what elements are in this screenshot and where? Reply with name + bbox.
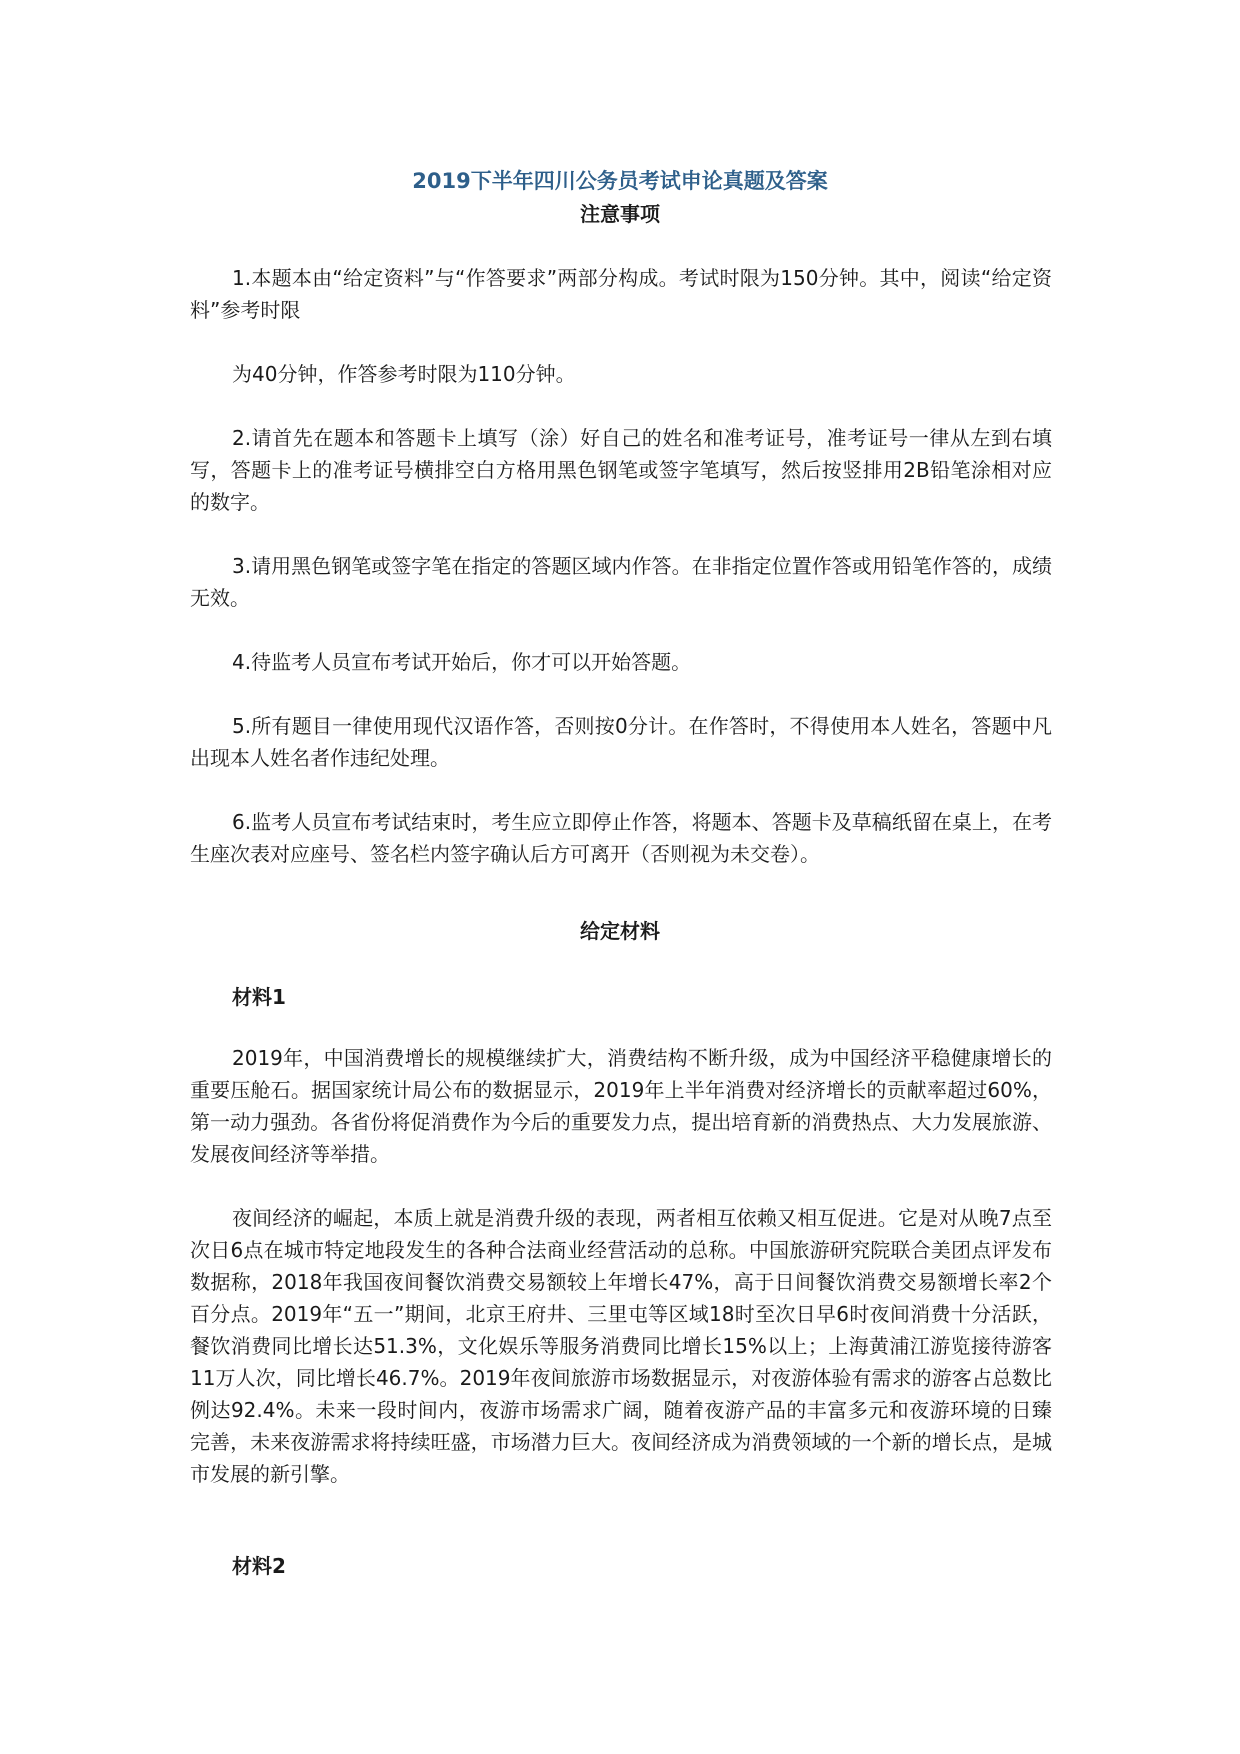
- document-title: 2019下半年四川公务员考试申论真题及答案: [412, 169, 828, 193]
- material-1-heading: 材料1: [232, 985, 286, 1009]
- material-1-paragraph-2: 夜间经济的崛起，本质上就是消费升级的表现，两者相互依赖又相互促进。它是对从晚7点至次日6点在城市特定地段发生的各种合法商业经营活动的总称。中国旅游研究院联合美团点评发布数据称，2018年我国夜间餐饮消费交易额较上年增长47%，高于日间餐饮消费交易额增长率2个百分点。2019年“五一”期间，北京王府井、三里屯等区域18时至次日早6时夜间消费十分活跃，餐饮消费同比增长达51.3%，文化娱乐等服务消费同比增长15%以上；上海黄浦江游览接待游客11万人次，同比增长46.7%。2019年夜间旅游市场数据显示，对夜游体验有需求的游客占总数比例达92.4%。未来一段时间内，夜游市场需求广阔，随着夜游产品的丰富多元和夜游环境的日臻完善，未来夜游需求将持续旺盛，市场潜力巨大。夜间经济成为消费领域的一个新的增长点，是城市发展的新引擎。: [190, 1206, 1052, 1486]
- notice-item-6: 6.监考人员宣布考试结束时，考生应立即停止作答，将题本、答题卡及草稿纸留在桌上，在考生座次表对应座号、签名栏内签字确认后方可离开（否则视为未交卷）。: [190, 810, 1052, 866]
- notice-item-5: 5.所有题目一律使用现代汉语作答，否则按0分计。在作答时，不得使用本人姓名，答题中凡出现本人姓名者作违纪处理。: [190, 714, 1052, 770]
- notice-item-2: 2.请首先在题本和答题卡上填写（涂）好自己的姓名和准考证号，准考证号一律从左到右填写，答题卡上的准考证号横排空白方格用黑色钢笔或签字笔填写，然后按竖排用2B铅笔涂相对应的数字。: [190, 426, 1052, 514]
- materials-heading: 给定材料: [580, 919, 660, 943]
- notice-item-4: 4.待监考人员宣布考试开始后，你才可以开始答题。: [232, 650, 692, 674]
- material-2-heading: 材料2: [232, 1554, 286, 1578]
- material-1-paragraph-1: 2019年，中国消费增长的规模继续扩大，消费结构不断升级，成为中国经济平稳健康增长的重要压舱石。据国家统计局公布的数据显示，2019年上半年消费对经济增长的贡献率超过60%，第一动力强劲。各省份将促消费作为今后的重要发力点，提出培育新的消费热点、大力发展旅游、发展夜间经济等举措。: [190, 1046, 1052, 1166]
- notice-heading: 注意事项: [580, 202, 660, 226]
- notice-item-3: 3.请用黑色钢笔或签字笔在指定的答题区域内作答。在非指定位置作答或用铅笔作答的，成绩无效。: [190, 554, 1052, 610]
- notice-item-1: 1.本题本由“给定资料”与“作答要求”两部分构成。考试时限为150分钟。其中，阅读“给定资料”参考时限: [190, 266, 1052, 322]
- notice-item-1-continued: 为40分钟，作答参考时限为110分钟。: [232, 362, 576, 386]
